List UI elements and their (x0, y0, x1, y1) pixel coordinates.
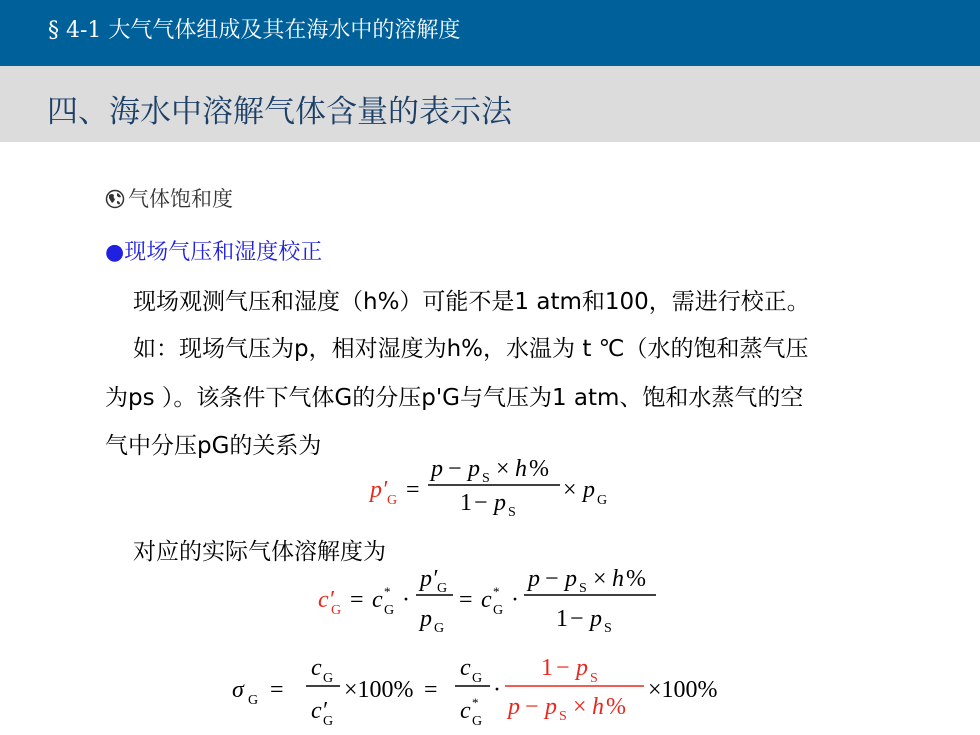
svg-text:×100%: ×100% (648, 677, 718, 703)
svg-text:p: p (565, 566, 577, 592)
svg-text:×100%: ×100% (344, 677, 414, 703)
svg-text:*: * (384, 584, 391, 599)
svg-text:c: c (481, 587, 492, 613)
svg-text:p: p (431, 456, 443, 482)
svg-text:S: S (604, 621, 612, 636)
svg-text:σ: σ (232, 677, 244, 703)
svg-text:p′: p′ (420, 566, 438, 592)
svg-text:G: G (384, 603, 395, 618)
svg-text:p: p (576, 655, 588, 681)
svg-text:c: c (460, 698, 471, 724)
formula-3 (232, 655, 718, 729)
svg-text:c: c (311, 655, 322, 681)
svg-text:=: = (424, 677, 438, 703)
svg-text:−: − (556, 655, 570, 681)
svg-text:c: c (460, 655, 471, 681)
svg-text:=: = (270, 677, 284, 703)
svg-text:1: 1 (556, 606, 568, 632)
svg-text:×: × (563, 477, 577, 503)
svg-text:G: G (248, 693, 259, 708)
svg-text:G: G (493, 603, 504, 618)
formula-2 (318, 566, 656, 636)
formula-1 (368, 456, 607, 520)
svg-text:*: * (493, 584, 500, 599)
svg-text:p: p (494, 490, 506, 516)
section-title: § 4-1 大气气体组成及其在海水中的溶解度 (48, 18, 461, 43)
paragraph-line-4-text: 气中分压pG的关系为 (105, 433, 322, 459)
paragraph-line-1-text: 现场观测气压和湿度（h%）可能不是1 atm和100，需进行校正。 (133, 289, 810, 315)
svg-text:h: h (592, 694, 604, 720)
svg-text:×: × (593, 566, 607, 592)
svg-text:S: S (590, 671, 598, 686)
svg-text:G: G (323, 714, 334, 729)
svg-text:·: · (493, 677, 501, 703)
svg-text:−: − (474, 490, 488, 516)
svg-text:S: S (579, 581, 587, 596)
svg-text:G: G (472, 671, 483, 686)
svg-text:G: G (597, 493, 608, 508)
svg-text:h: h (612, 566, 624, 592)
svg-text:p: p (528, 566, 540, 592)
svg-text:c′: c′ (318, 587, 334, 613)
svg-text:S: S (508, 505, 516, 520)
svg-text:·: · (402, 587, 410, 613)
paragraph-line-3-text: 为ps ）。该条件下气体G的分压p'G与气压为1 atm、饱和水蒸气的空 (105, 385, 804, 411)
svg-text:c′: c′ (311, 698, 327, 724)
svg-text:G: G (437, 581, 448, 596)
svg-text:×: × (496, 456, 510, 482)
svg-text:c: c (372, 587, 383, 613)
bullet-field-correction: ●现场气压和湿度校正 (105, 240, 323, 265)
svg-text:G: G (331, 603, 342, 618)
svg-text:G: G (434, 621, 445, 636)
svg-text:G: G (323, 671, 334, 686)
svg-text:p: p (420, 606, 432, 632)
svg-text:=: = (406, 477, 420, 503)
svg-text:S: S (559, 709, 567, 724)
svg-text:p: p (545, 694, 557, 720)
svg-text:·: · (511, 587, 519, 613)
formula-1-text (0, 0, 1, 1)
svg-text:−: − (545, 566, 559, 592)
solubility-intro: 对应的实际气体溶解度为 (133, 539, 386, 565)
svg-text:−: − (570, 606, 584, 632)
svg-text:G: G (472, 714, 483, 729)
svg-text:=: = (350, 587, 364, 613)
page-title: 四、海水中溶解气体含量的表示法 (47, 94, 512, 130)
svg-text:p: p (583, 477, 595, 503)
svg-text:p: p (590, 606, 602, 632)
svg-text:1: 1 (460, 490, 472, 516)
svg-text:*: * (472, 695, 479, 710)
svg-text:%: % (626, 566, 646, 592)
svg-text:%: % (606, 694, 626, 720)
svg-text:−: − (525, 694, 539, 720)
svg-text:1: 1 (541, 655, 553, 681)
svg-text:=: = (459, 587, 473, 613)
paragraph-line-2-text: 如：现场气压为p，相对湿度为h%，水温为 t ℃（水的饱和蒸气压 (133, 336, 809, 362)
svg-text:%: % (529, 456, 549, 482)
svg-text:p: p (468, 456, 480, 482)
svg-text:G: G (387, 493, 398, 508)
svg-text:−: − (448, 456, 462, 482)
gas-saturation-label: 气体饱和度 (128, 187, 233, 211)
svg-text:p′: p′ (370, 477, 388, 503)
svg-text:S: S (482, 471, 490, 486)
svg-text:p: p (508, 694, 520, 720)
svg-text:h: h (515, 456, 527, 482)
svg-text:×: × (573, 694, 587, 720)
